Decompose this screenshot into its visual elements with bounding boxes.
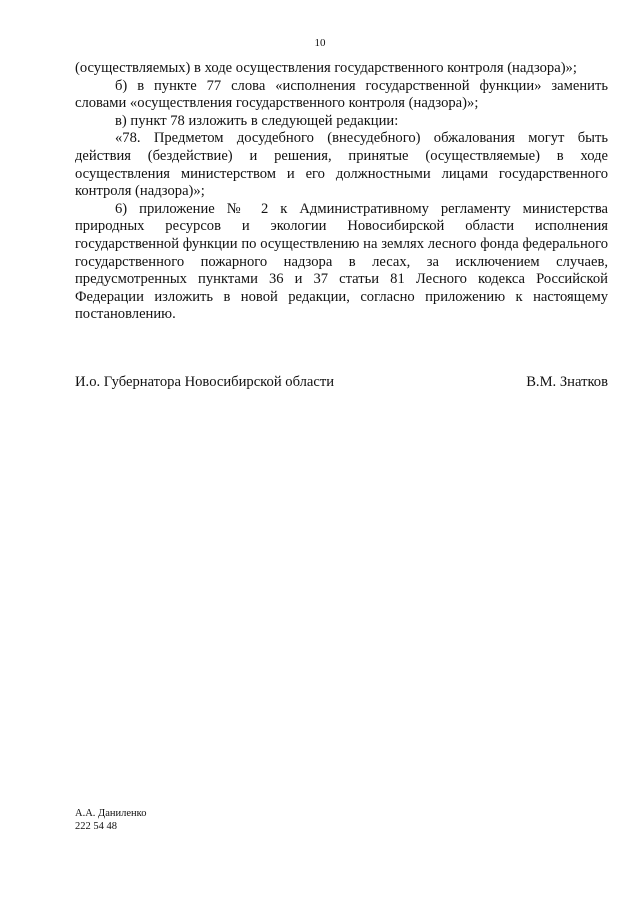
signature-block [75, 373, 608, 391]
paragraph-item-b: б) в пункте 77 слова «исполнения государственной функции» заменить словами «осуществления государственного контроля (надзора)»; [75, 77, 608, 112]
signatory-position: И.о. Губернатора Новосибирской области [75, 374, 335, 390]
page-number: 10 [314, 37, 326, 49]
document-body [75, 60, 608, 324]
executor-phone: 222 54 48 [75, 820, 117, 832]
executor-block [75, 808, 146, 833]
signatory-name: В.М. Знатков [526, 374, 608, 390]
executor-name: А.А. Даниленко [75, 808, 147, 819]
paragraph-item-v: в) пункт 78 изложить в следующей редакции: [115, 112, 399, 129]
paragraph-item-6: 6) приложение № 2 к Административному регламенту министерства природных ресурсов и экологии Новосибирской области исполнения государственной функции по осуществлению на землях лесного фонда федерального государственного пожарного надзора в лесах, за исключением случаев, предусмотренных пунктами 36 и 37 статьи 81 Лесного кодекса Российской Федерации изложить в новой редакции, согласно приложению к настоящему постановлению. [75, 200, 608, 323]
paragraph-continuation: (осуществляемых) в ходе осуществления государственного контроля (надзора)»; [75, 60, 577, 76]
paragraph-item-78-quote: «78. Предметом досудебного (внесудебного) обжалования могут быть действия (бездействие) и решения, принятые (осуществляемые) в ходе осуществления министерством и его должностными лицами государственного контроля (надзора)»; [75, 130, 608, 200]
